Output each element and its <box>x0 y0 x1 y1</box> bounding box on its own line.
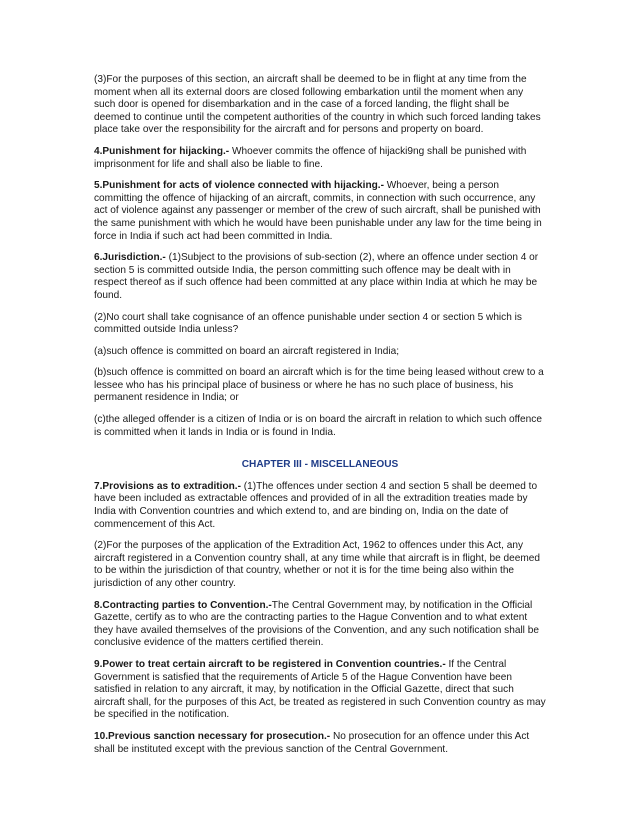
paragraph-text: (2)For the purposes of the application of the Extradition Act, 1962 to offences under this Act, any aircraft registered in a Convention country shall, at any time while that aircraft is in flight, be deemed to be within the jurisdiction of that country, whether or not it is for the time being also within the jurisdiction of any other country. <box>94 540 541 589</box>
chapter-heading: CHAPTER III - MISCELLANEOUS <box>241 459 399 471</box>
paragraph-7-2 <box>94 540 546 590</box>
paragraph-heading: 6.Jurisdiction.- <box>94 252 166 264</box>
paragraph-heading: 5.Punishment for acts of violence connected with hijacking.- <box>94 180 384 192</box>
document-page <box>94 74 546 765</box>
paragraph-section-7 <box>94 481 546 531</box>
paragraph-text: (2)No court shall take cognisance of an offence punishable under section 4 or section 5 which is committed outside India unless? <box>94 311 522 336</box>
paragraph-text: (3)For the purposes of this section, an aircraft shall be deemed to be in flight at any time from the moment when all its external doors are closed following embarkation until the moment when any such door is opened for disembarkation and in the case of a forced landing, the flight shall be deemed to continue until the competent authorities of the country in which such forced landing takes place take over the responsibility for the aircraft and for persons and property on board. <box>94 74 541 136</box>
section-paragraphs-part1 <box>94 74 546 439</box>
paragraph-text: (c)the alleged offender is a citizen of India or is on board the aircraft in relation to which such offence is committed when it lands in India or is found in India. <box>94 414 542 438</box>
paragraph-section-5 <box>94 180 546 243</box>
paragraph-text: (1)Subject to the provisions of sub-section (2), where an offence under section 4 or section 5 is committed outside India, the person committing such offence may be dealt with in respect thereof as if such offence had been committed at any place within India at which he may be found. <box>94 252 539 301</box>
paragraph-text: Whoever, being a person committing the offence of hijacking of an aircraft, commits, in connection with such occurrence, any act of violence against any passenger or member of the crew of such aircraft, shall be punished with the same punishment with which he would have been punishable under any law for the time being in force in India if such act had been committed in India. <box>94 180 542 242</box>
paragraph-6-2-a <box>94 346 546 359</box>
paragraph-section-4 <box>94 146 546 171</box>
paragraph-6-2 <box>94 312 546 337</box>
paragraph-text: (1)The offences under section 4 and section 5 shall be deemed to have been included as extractable offences and provided of in all the extradition treaties made by India with Convention countries and which extend to, and are binding on, India on the date of commencement of this Act. <box>94 480 538 530</box>
paragraph-text: If the Central Government is satisfied that the requirements of Article 5 of the Hague Convention have been satisfied in relation to any aircraft, it may, by notification in the Official Gazette, direct that such aircraft shall, for the purposes of this Act, be treated as registered in such Convention country as may be specified in the notification. <box>94 658 546 721</box>
paragraph-text: (b)such offence is committed on board an aircraft which is for the time being leased without crew to a lessee who has his principal place of business or where he has no such place of business, his permanent residence in India; or <box>94 367 544 404</box>
paragraph-text: (a)such offence is committed on board an aircraft registered in India; <box>94 345 400 357</box>
paragraph-section-6 <box>94 252 546 302</box>
paragraph-section-9 <box>94 659 546 722</box>
paragraph-text: The Central Government may, by notification in the Official Gazette, certify as to who are the contracting parties to the Hague Convention and to what extent they have availed themselves of the provisions of the Convention, and any such notification shall be conclusive evidence of the matters certified therein. <box>94 599 539 649</box>
paragraph-6-2-c <box>94 414 546 439</box>
paragraph-heading: 8.Contracting parties to Convention.- <box>94 599 272 611</box>
paragraph-6-2-b <box>94 367 546 405</box>
paragraph-heading: 9.Power to treat certain aircraft to be registered in Convention countries.- <box>94 658 446 670</box>
paragraph-heading: 10.Previous sanction necessary for prosecution.- <box>94 730 331 742</box>
paragraph-heading: 4.Punishment for hijacking.- <box>94 145 230 157</box>
paragraph-section-8 <box>94 600 546 650</box>
paragraph-section-10 <box>94 731 546 756</box>
paragraph-3-flight <box>94 74 546 137</box>
paragraph-text: Whoever commits the offence of hijacki9ng shall be punished with imprisonment for life and shall also be liable to fine. <box>94 145 527 170</box>
paragraph-heading: 7.Provisions as to extradition.- <box>94 480 241 492</box>
section-paragraphs-part2 <box>94 481 546 756</box>
paragraph-text: No prosecution for an offence under this Act shall be instituted except with the previous sanction of the Central Government. <box>94 730 530 755</box>
